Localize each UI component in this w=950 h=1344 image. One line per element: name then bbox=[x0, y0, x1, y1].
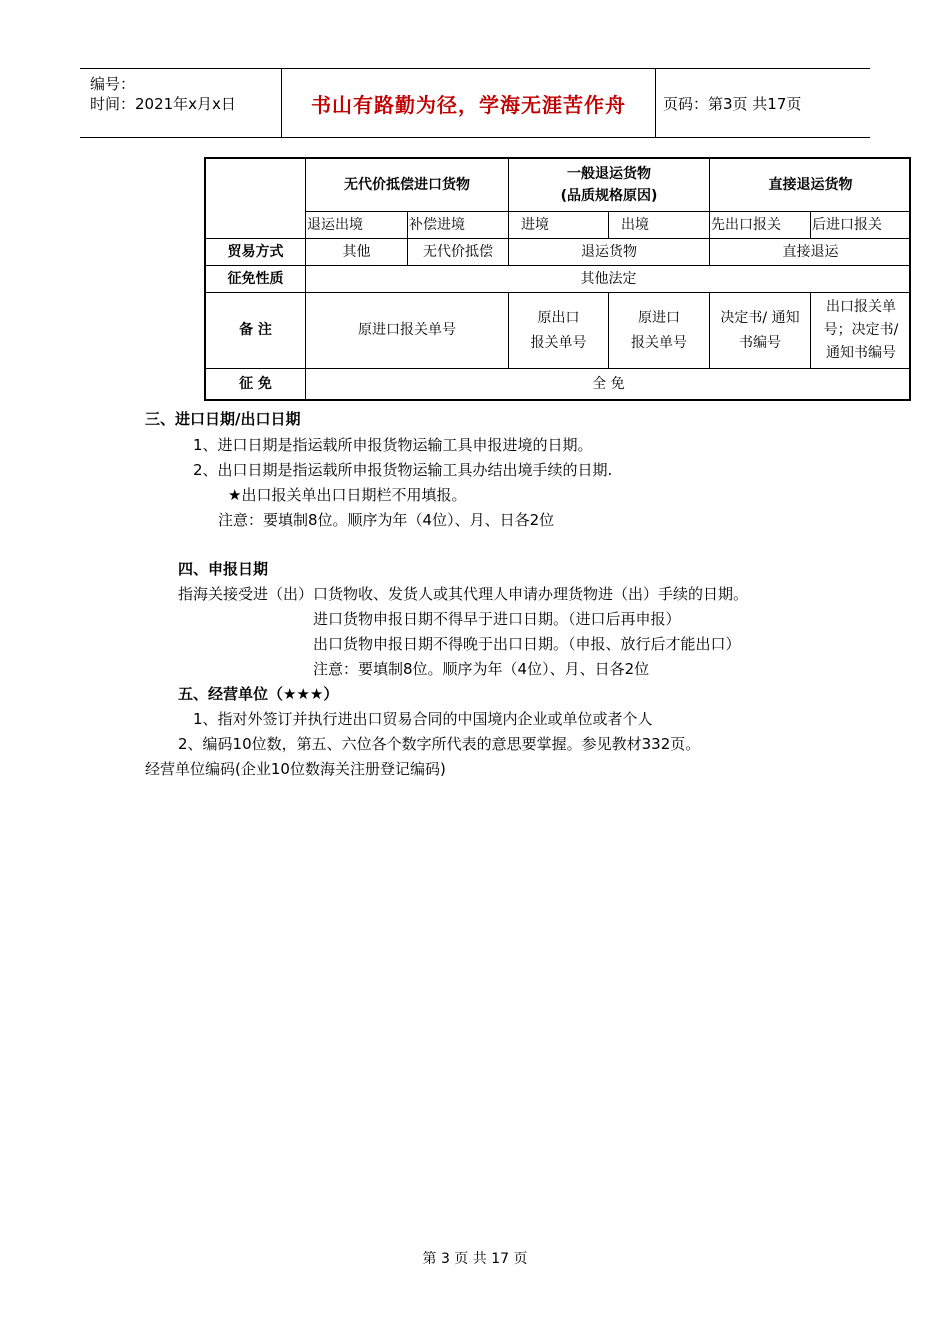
trade-value: 直接退运 bbox=[710, 239, 911, 266]
remarks-line: 报关单号 bbox=[631, 334, 687, 351]
trade-value: 退运货物 bbox=[509, 239, 710, 266]
remarks-line: 决定书/ 通知 bbox=[720, 310, 800, 326]
header-motto: 书山有路勤为径，学海无涯苦作舟 bbox=[311, 92, 626, 117]
remarks-line: 原进口 bbox=[638, 310, 680, 326]
remarks-value bbox=[811, 293, 911, 369]
remarks-line: 出口报关单 bbox=[826, 298, 896, 315]
goods-table bbox=[204, 157, 911, 401]
row-label-nature: 征免性质 bbox=[206, 266, 306, 293]
nature-value: 其他法定 bbox=[306, 266, 911, 293]
section5-title: 五、经营单位（★★★） bbox=[178, 685, 339, 703]
table-corner-lower bbox=[206, 212, 306, 239]
section4-line: 指海关接受进（出）口货物收、发货人或其代理人申请办理货物进（出）手续的日期。 bbox=[178, 585, 749, 603]
trade-value: 无代价抵偿 bbox=[408, 239, 509, 266]
sub-header: 出境 bbox=[609, 212, 710, 239]
header-page-label: 页码：第3页 共17页 bbox=[663, 94, 802, 113]
section4-title: 四、申报日期 bbox=[178, 560, 269, 578]
header-motto-cell bbox=[281, 69, 656, 137]
trade-value: 其他 bbox=[306, 239, 408, 266]
remarks-line: 原出口 bbox=[537, 310, 580, 326]
sub-header: 先出口报关 bbox=[710, 212, 811, 239]
table-corner bbox=[206, 159, 306, 212]
row-label-exempt: 征 免 bbox=[206, 369, 306, 399]
section4-line: 进口货物申报日期不得早于进口日期。（进口后再申报） bbox=[313, 610, 681, 628]
section4-line: 注意：要填制8位。顺序为年（4位）、月、日各2位 bbox=[313, 660, 650, 678]
page-header bbox=[80, 68, 870, 138]
sub-header: 退运出境 bbox=[306, 212, 408, 239]
doc-number-label: 编号： bbox=[90, 75, 136, 93]
section3-title: 三、进口日期/出口日期 bbox=[145, 410, 301, 428]
remarks-line: 书编号 bbox=[739, 334, 781, 351]
row-label-remarks: 备 注 bbox=[206, 293, 306, 369]
header-group-1: 无代价抵偿进口货物 bbox=[306, 159, 509, 212]
header-page-cell bbox=[655, 69, 870, 137]
remarks-value bbox=[609, 293, 710, 369]
remarks-value: 原进口报关单号 bbox=[306, 293, 509, 369]
section5-line: 2、编码10位数，第五、六位各个数字所代表的意思要掌握。参见教材332页。 bbox=[178, 735, 701, 753]
exempt-value: 全 免 bbox=[592, 375, 625, 392]
remarks-value bbox=[509, 293, 609, 369]
remarks-line: 号；决定书/ bbox=[823, 321, 899, 338]
header-group-2-line2: (品质规格原因) bbox=[560, 188, 658, 204]
row-label-trade: 贸易方式 bbox=[206, 239, 306, 266]
doc-time-label: 时间：2021年x月x日 bbox=[90, 95, 236, 113]
remarks-line: 通知书编号 bbox=[826, 345, 896, 362]
section3-line: 2、出口日期是指运载所申报货物运输工具办结出境手续的日期. bbox=[193, 461, 613, 479]
sub-header: 后进口报关 bbox=[811, 212, 911, 239]
sub-header: 补偿进境 bbox=[408, 212, 509, 239]
section5-line: 经营单位编码(企业10位数海关注册登记编码) bbox=[145, 760, 446, 778]
section3-line: 1、进口日期是指运载所申报货物运输工具申报进境的日期。 bbox=[193, 436, 593, 454]
section3-line: 注意：要填制8位。顺序为年（4位）、月、日各2位 bbox=[218, 511, 555, 529]
page-footer: 第 3 页 共 17 页 bbox=[422, 1251, 528, 1267]
header-group-3: 直接退运货物 bbox=[710, 159, 911, 212]
header-info bbox=[80, 69, 281, 137]
section5-line: 1、指对外签订并执行进出口贸易合同的中国境内企业或单位或者个人 bbox=[193, 710, 653, 728]
section4-line: 出口货物申报日期不得晚于出口日期。（申报、放行后才能出口） bbox=[313, 635, 741, 653]
sub-header: 进境 bbox=[509, 212, 609, 239]
section3-line: ★出口报关单出口日期栏不用填报。 bbox=[228, 486, 467, 504]
remarks-value bbox=[710, 293, 811, 369]
remarks-line: 报关单号 bbox=[530, 334, 587, 351]
header-group-2-line1: 一般退运货物 bbox=[567, 165, 651, 182]
header-group-2 bbox=[509, 159, 710, 212]
